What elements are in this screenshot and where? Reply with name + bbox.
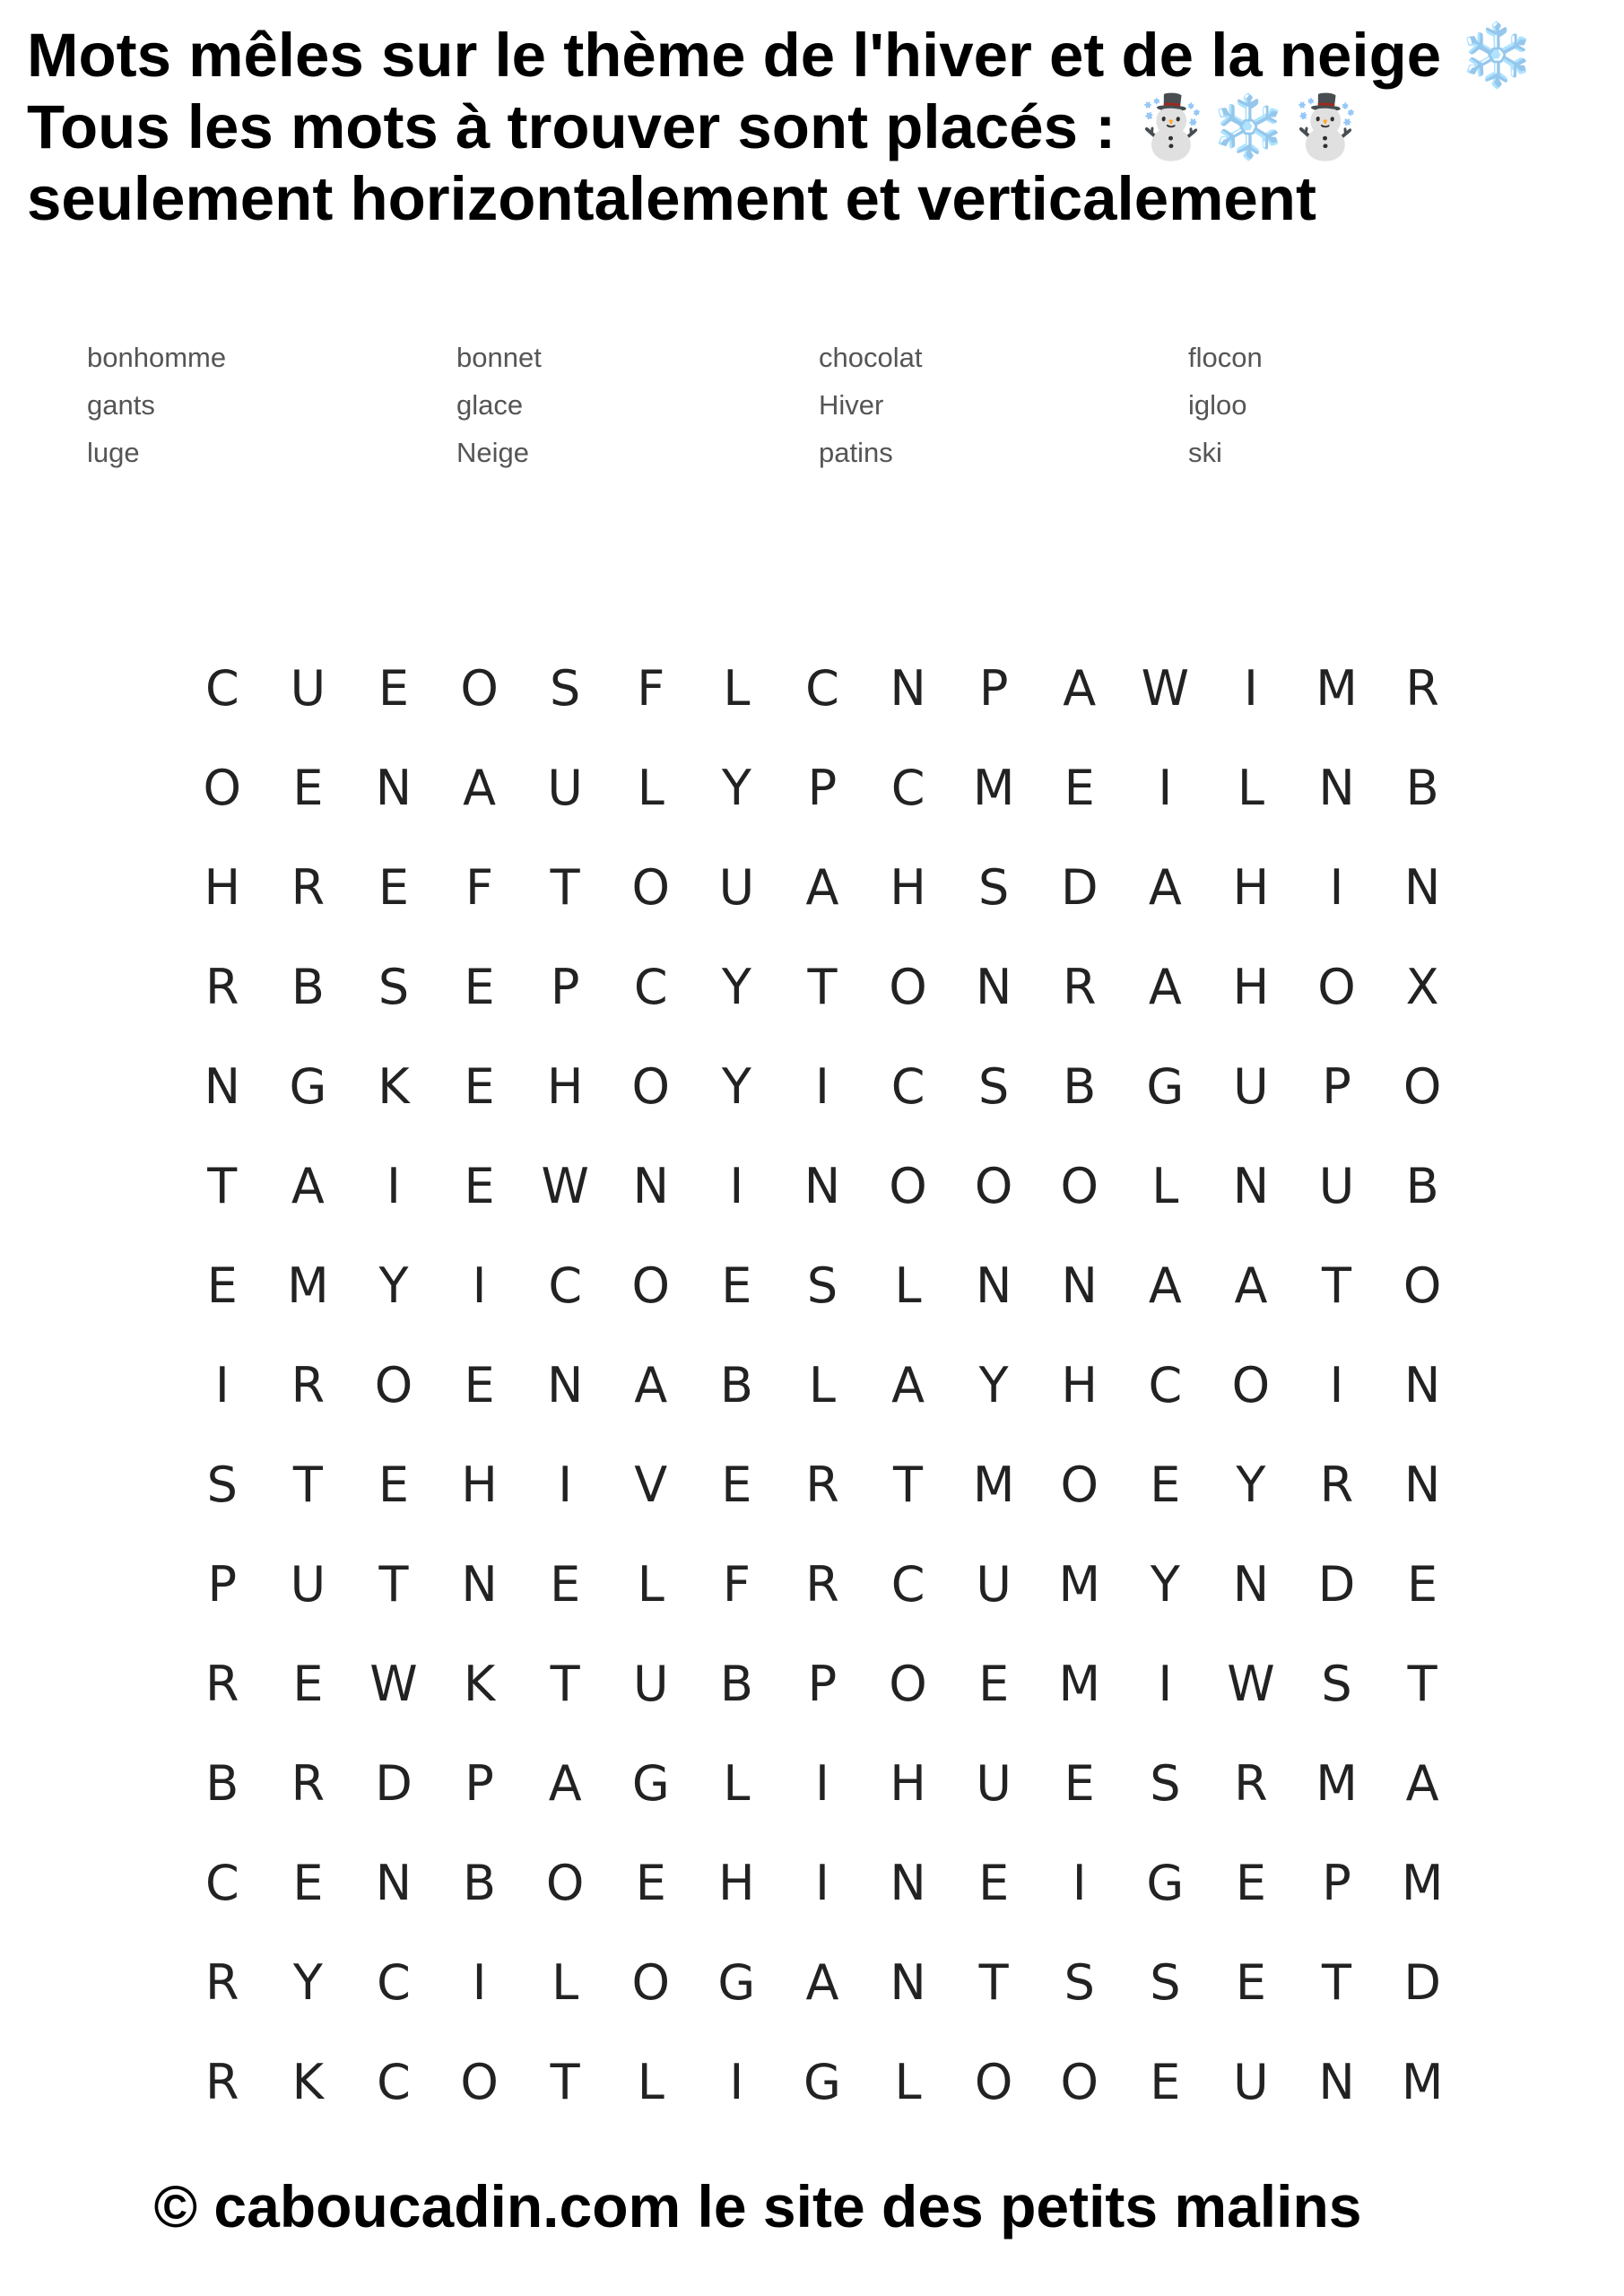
grid-letter: E [721,1457,752,1513]
grid-letter: I [214,1357,230,1413]
grid-letter: E [1150,2054,1181,2110]
grid-letter: H [546,1058,584,1115]
grid-letter: B [719,1357,753,1413]
grid-letter: H [1061,1357,1099,1413]
grid-letter: I [814,1058,829,1115]
grid-letter: A [1063,660,1097,717]
grid-letter: R [1319,1457,1354,1513]
grid-letter: W [541,1158,589,1214]
grid-letter: P [807,760,838,816]
grid-letter: S [978,1058,1010,1115]
grid-letter: M [1401,1855,1444,1911]
title-line-2: Tous les mots à trouver sont placés : ☃️❄️☃️ [27,92,1365,161]
grid-letter: N [890,660,926,717]
grid-letter: I [558,1457,573,1513]
grid-letter: F [722,1556,751,1613]
grid-letter: E [292,1656,324,1712]
grid-letter: O [460,2054,499,2110]
grid-letter: H [718,1855,755,1911]
grid-letter: O [631,1058,671,1115]
grid-letter: M [1316,660,1358,717]
grid-letter: T [807,959,838,1015]
grid-letter: F [637,660,665,717]
grid-letter: P [550,959,580,1015]
grid-letter: Y [721,760,751,816]
title-line-3: seulement horizontalement et verticalement [27,164,1316,233]
grid-letter: S [1064,1954,1095,2011]
grid-letter: H [1232,859,1270,916]
grid-letter: E [1407,1556,1438,1613]
grid-letter: O [631,1257,671,1314]
grid-letter: T [378,1556,409,1613]
grid-letter: R [291,1357,326,1413]
word-list-item: luge [87,437,140,468]
grid-letter: S [550,660,581,717]
grid-letter: T [550,859,580,916]
grid-letter: E [550,1556,581,1613]
grid-letter: N [375,760,413,816]
grid-letter: N [1403,859,1441,916]
grid-letter: L [894,2054,922,2110]
footer-copyright: © caboucadin.com le site des petits malins [153,2173,1362,2239]
grid-letter: U [547,760,583,816]
grid-letter: D [1060,859,1099,916]
grid-letter: B [463,1855,497,1911]
word-list-item: Hiver [819,389,884,421]
grid-letter: F [465,859,494,916]
grid-letter: O [974,1158,1013,1214]
grid-letter: Y [1236,1457,1266,1513]
grid-letter: C [377,2054,411,2110]
grid-letter: U [718,859,755,916]
grid-letter: A [1234,1257,1268,1314]
grid-letter: R [291,859,326,916]
word-list-item: patins [819,437,893,468]
grid-letter: E [378,660,410,717]
grid-letter: O [1317,959,1356,1015]
grid-letter: N [1061,1257,1098,1314]
grid-letter: E [1235,1954,1266,2011]
grid-letter: B [1405,1158,1439,1214]
grid-letter: Y [292,1954,323,2011]
grid-letter: Y [1150,1556,1180,1613]
grid-letter: R [805,1457,839,1513]
grid-letter: V [634,1457,668,1513]
grid-letter: S [378,959,410,1015]
grid-letter: I [729,2054,744,2110]
grid-letter: N [1318,2054,1355,2110]
grid-letter: R [205,1954,239,2011]
grid-letter: U [290,660,326,717]
page-title [27,20,1605,235]
grid-letter: O [374,1357,413,1413]
grid-letter: R [1234,1755,1268,1812]
grid-letter: O [203,760,242,816]
grid-letter: O [1060,2054,1099,2110]
grid-letter: A [463,760,497,816]
word-list-item: bonnet [456,342,542,373]
grid-letter: N [975,1257,1012,1314]
grid-letter: O [889,1656,927,1712]
grid-letter: A [1148,859,1182,916]
grid-letter: E [978,1656,1010,1712]
grid-letter: P [207,1556,238,1613]
grid-letter: I [814,1855,829,1911]
grid-letter: E [292,1855,324,1911]
grid-letter: K [378,1058,410,1115]
grid-letter: L [894,1257,922,1314]
grid-letter: T [550,2054,580,2110]
grid-letter: O [545,1855,585,1911]
grid-letter: I [1329,1357,1344,1413]
grid-letter: U [1318,1158,1355,1214]
grid-letter: D [1403,1954,1441,2011]
grid-letter: E [978,1855,1010,1911]
grid-letter: R [1405,660,1439,717]
grid-letter: H [461,1457,498,1513]
grid-letter: N [1318,760,1355,816]
grid-letter: M [972,760,1015,816]
grid-letter: H [1232,959,1270,1015]
grid-letter: E [292,760,324,816]
grid-letter: E [1064,1755,1095,1812]
grid-letter: O [889,1158,927,1214]
grid-letter: K [291,2054,325,2110]
grid-letter: M [972,1457,1015,1513]
grid-letter: A [1405,1755,1439,1812]
grid-letter: L [1151,1158,1179,1214]
grid-letter: B [1063,1058,1097,1115]
grid-letter: L [808,1357,836,1413]
grid-letter: O [1403,1058,1442,1115]
grid-letter: O [1403,1257,1442,1314]
grid-letter: N [890,1855,926,1911]
word-list-item: ski [1188,437,1222,468]
grid-letter: W [369,1656,418,1712]
grid-letter: E [635,1855,666,1911]
title-line-1: Mots mêles sur le thème de l'hiver et de la neige ❄️ [27,21,1536,90]
grid-letter: A [1148,959,1182,1015]
grid-letter: G [1146,1058,1185,1115]
grid-letter: C [204,660,239,717]
grid-letter: N [632,1158,669,1214]
grid-letter: A [548,1755,582,1812]
grid-letter: P [807,1656,838,1712]
grid-letter: R [205,1656,239,1712]
grid-letter: C [548,1257,583,1314]
grid-letter: M [1401,2054,1444,2110]
grid-letter: H [890,1755,926,1812]
grid-letter: A [891,1357,925,1413]
grid-letter: B [719,1656,753,1712]
grid-letter: I [1158,760,1173,816]
grid-letter: E [1064,760,1095,816]
grid-letter: U [633,1656,669,1712]
grid-letter: I [1243,660,1258,717]
grid-letter: S [1150,1954,1181,2011]
grid-letter: C [204,1855,239,1911]
grid-letter: O [1060,1158,1099,1214]
grid-letter: W [1141,660,1190,717]
letter-grid [179,639,1465,2132]
grid-letter: Y [721,1058,751,1115]
grid-letter: K [463,1656,496,1712]
word-list-item: gants [87,389,155,421]
grid-letter: T [1407,1656,1437,1712]
grid-letter: N [1403,1357,1441,1413]
grid-letter: P [978,660,1009,717]
grid-letter: R [291,1755,326,1812]
grid-letter: C [890,1556,925,1613]
word-list-item: flocon [1188,342,1263,373]
grid-letter: A [634,1357,668,1413]
grid-letter: C [805,660,839,717]
grid-letter: L [723,1755,751,1812]
grid-letter: G [289,1058,327,1115]
grid-letter: S [1321,1656,1352,1712]
grid-letter: N [890,1954,926,2011]
grid-letter: U [1233,2054,1269,2110]
grid-letter: E [378,1457,410,1513]
grid-letter: Y [978,1357,1009,1413]
word-list [87,334,1522,476]
grid-letter: L [637,760,664,816]
grid-letter: T [1322,1257,1352,1314]
grid-letter: L [1237,760,1264,816]
grid-letter: B [291,959,325,1015]
grid-letter: N [1403,1457,1441,1513]
grid-letter: S [806,1257,838,1314]
grid-letter: B [1405,760,1439,816]
grid-letter: R [205,959,239,1015]
grid-letter: E [1235,1855,1266,1911]
grid-letter: B [205,1755,239,1812]
grid-letter: I [1158,1656,1173,1712]
grid-letter: N [1232,1556,1270,1613]
grid-letter: C [1148,1357,1183,1413]
grid-letter: I [729,1158,744,1214]
grid-letter: M [1058,1556,1101,1613]
grid-letter: M [1058,1656,1101,1712]
grid-letter: I [814,1755,829,1812]
word-list-item: chocolat [819,342,923,373]
grid-letter: T [207,1158,238,1214]
grid-letter: I [1072,1855,1087,1911]
grid-letter: N [803,1158,841,1214]
grid-letter: P [465,1755,494,1812]
grid-letter: A [805,1954,839,2011]
grid-letter: T [1322,1954,1352,2011]
grid-letter: O [974,2054,1013,2110]
grid-letter: O [631,1954,671,2011]
grid-letter: A [291,1158,325,1214]
grid-letter: W [1227,1656,1275,1712]
grid-letter: E [378,859,410,916]
grid-letter: S [1150,1755,1181,1812]
grid-letter: X [1405,959,1439,1015]
grid-letter: L [551,1954,579,2011]
grid-letter: P [1322,1855,1351,1911]
grid-letter: E [464,959,495,1015]
grid-letter: G [803,2054,841,2110]
grid-letter: C [890,760,925,816]
grid-letter: N [546,1357,584,1413]
grid-letter: S [206,1457,238,1513]
grid-letter: H [890,859,926,916]
grid-letter: A [1148,1257,1182,1314]
grid-letter: U [976,1755,1012,1812]
grid-letter: E [721,1257,752,1314]
word-list-item: igloo [1188,389,1247,421]
grid-letter: M [1316,1755,1358,1812]
grid-letter: E [464,1357,495,1413]
grid-letter: O [889,959,927,1015]
grid-letter: P [1322,1058,1351,1115]
grid-letter: Y [378,1257,409,1314]
grid-letter: G [1146,1855,1185,1911]
grid-letter: O [460,660,499,717]
grid-letter: T [292,1457,323,1513]
grid-letter: R [1062,959,1097,1015]
grid-letter: E [464,1058,495,1115]
word-list-item: glace [456,389,524,421]
grid-letter: D [375,1755,413,1812]
grid-letter: R [805,1556,839,1613]
grid-letter: T [550,1656,580,1712]
grid-letter: E [1150,1457,1181,1513]
grid-letter: O [1060,1457,1099,1513]
grid-letter: H [204,859,241,916]
word-list-item: Neige [456,437,529,468]
grid-letter: E [464,1158,495,1214]
grid-letter: U [290,1556,326,1613]
grid-letter: O [1231,1357,1271,1413]
grid-letter: R [205,2054,239,2110]
grid-letter: A [805,859,839,916]
grid-letter: E [206,1257,238,1314]
word-list-item: bonhomme [87,342,227,373]
grid-letter: L [723,660,751,717]
grid-letter: C [633,959,668,1015]
grid-letter: N [461,1556,498,1613]
grid-letter: T [893,1457,924,1513]
grid-letter: Y [721,959,751,1015]
grid-letter: L [637,2054,664,2110]
grid-letter: I [472,1257,487,1314]
grid-letter: M [287,1257,329,1314]
grid-letter: N [375,1855,413,1911]
grid-letter: T [978,1954,1009,2011]
grid-letter: C [377,1954,411,2011]
grid-letter: G [717,1954,756,2011]
grid-letter: I [386,1158,401,1214]
grid-letter: N [975,959,1012,1015]
grid-letter: S [978,859,1010,916]
grid-letter: G [631,1755,670,1812]
grid-letter: I [1329,859,1344,916]
grid-letter: O [631,859,671,916]
grid-letter: I [472,1954,487,2011]
grid-letter: U [976,1556,1012,1613]
grid-letter: L [637,1556,664,1613]
grid-letter: N [204,1058,240,1115]
grid-letter: C [890,1058,925,1115]
grid-letter: U [1233,1058,1269,1115]
grid-letter: N [1232,1158,1270,1214]
grid-letter: D [1317,1556,1356,1613]
